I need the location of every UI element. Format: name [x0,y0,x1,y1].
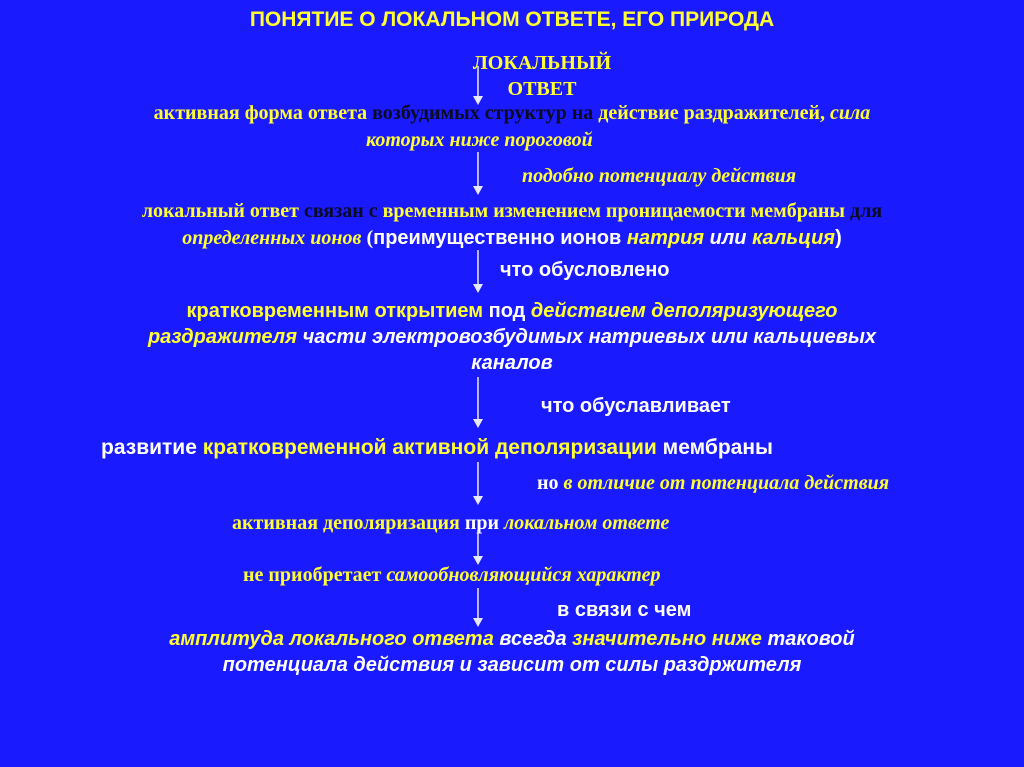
block3-channels-desc: части электровозбудимых натриевых или кальциевых [297,326,877,348]
block6-line1 [243,564,660,587]
block5-active-depol: активная деполяризация [232,512,460,534]
block2-sodium: натрия [626,227,705,249]
connector-caused-by: что обусловлено [500,259,670,281]
block2-line2 [0,227,1024,250]
block7-always: всегда [493,628,573,650]
block3-depolarizing: действием деполяризующего [530,300,838,322]
connector-but: но [537,472,564,494]
block6-self-renewing: самообновляющийся характер [381,564,661,586]
block1-line1 [0,102,1024,125]
block2-linked: связан с [298,200,383,222]
block3-stimulus: раздражителя [147,326,298,348]
block3-under: под [483,300,531,322]
arrow-down-icon [471,377,485,429]
block2-line1 [0,200,1024,223]
arrow-down-icon [471,530,485,566]
block2-local-response: локальный ответ [141,200,299,222]
block7-amplitude: амплитуда локального ответа [169,628,494,650]
connector-therefore: в связи с чем [557,599,692,621]
arrow-down-icon [471,588,485,628]
block1-force: сила [825,102,871,124]
block3-line3: каналов [471,352,553,374]
connector-similar-to-ap: подобно потенциалу действия [522,165,797,187]
block6-not-acquire: не приобретает [243,564,382,586]
block5-local: локальном ответе [504,512,670,534]
block4-membrane: мембраны [656,436,773,459]
block7-line2: потенциала действия и зависит от силы раздржителя [222,654,802,676]
block4-line1 [101,436,773,460]
arrow-down-icon [471,462,485,506]
block3-opening: кратковременным открытием [186,300,484,322]
arrow-down-icon [471,152,485,196]
block7-much-lower: значительно ниже [572,628,762,650]
block4-depolarization: кратковременной активной деполяризации [202,436,657,459]
block4-development: развитие [101,436,203,459]
block2-or: или [704,227,753,249]
block5-line1 [232,512,669,535]
block3-line1 [0,300,1024,323]
block3-line2 [0,326,1024,349]
arrow-down-icon [471,66,485,106]
block2-ions: определенных ионов [182,227,362,249]
slide-title: ПОНЯТИЕ О ЛОКАЛЬНОМ ОТВЕТЕ, ЕГО ПРИРОДА [249,8,775,31]
heading-line1: ЛОКАЛЬНЫЙ [472,52,612,74]
heading-line2: ОТВЕТ [507,78,577,100]
block5-at: при [459,512,505,534]
block1-line2: которых ниже пороговой [366,129,593,151]
block2-mainly: преимущественно ионов [373,227,627,249]
block1-structures: возбудимых структур на [367,102,599,124]
block7-line1 [0,628,1024,651]
block2-paren-close: ) [835,227,842,249]
block7-such: таковой [761,628,855,650]
block1-active-form: активная форма ответа [153,102,368,124]
block1-stimulus: действие раздражителей, [598,102,826,124]
block2-for: для [845,200,883,222]
block2-calcium: кальция [752,227,836,249]
connector-unlike: в отличие от потенциала действия [563,472,890,494]
block2-paren-open: ( [361,227,374,249]
arrow-down-icon [471,250,485,294]
connector-unlike-ap [537,472,889,495]
block2-permeability: временным изменением проницаемости мембраны [382,200,845,222]
connector-results-in: что обуславливает [541,395,731,417]
